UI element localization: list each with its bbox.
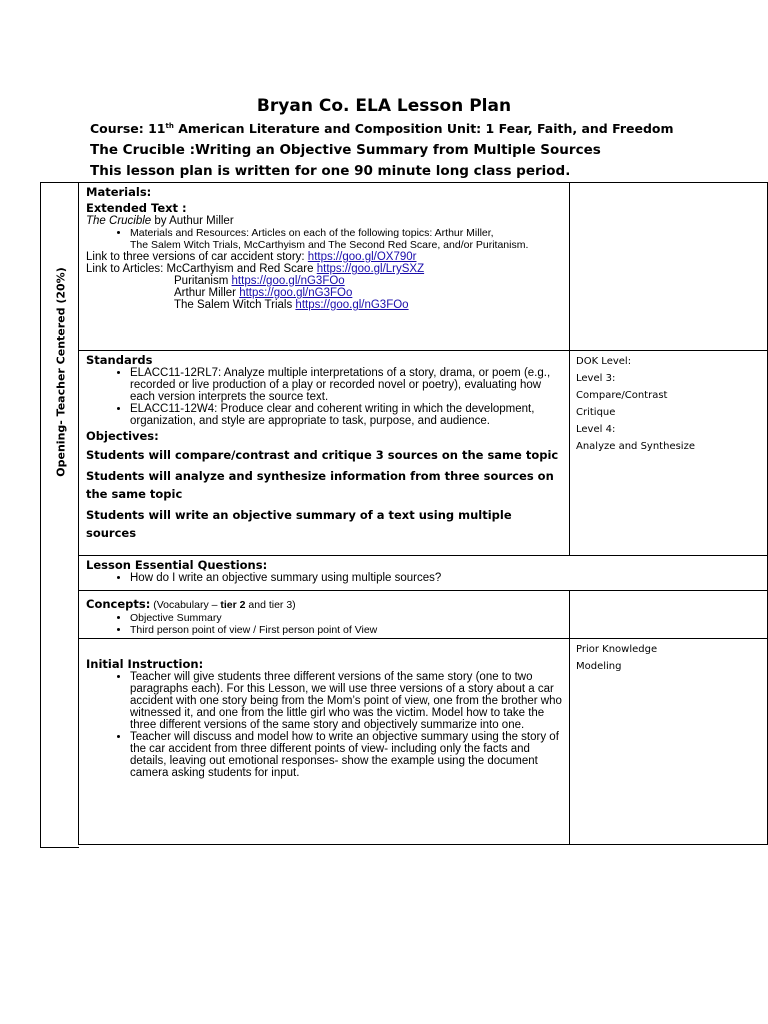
essential-list [86,572,761,584]
concepts-cell [79,591,570,639]
materials-row [79,183,768,351]
instruction-heading: Initial Instruction: [86,657,204,671]
salem-line [86,299,563,311]
miller-link[interactable]: https://goo.gl/nG3FOo [239,287,353,299]
objective-item: Students will analyze and synthesize information from three sources on the same topic [86,469,554,501]
standards-heading: Standards [86,353,153,367]
lesson-subtitle: The Crucible :Writing an Objective Summary from Multiple Sources [90,142,601,158]
objective-item: Students will write an objective summary of a text using multiple sources [86,508,512,540]
concepts-line [86,593,563,612]
articles-link-label: Link to Articles: McCarthyism and Red Scare [86,263,317,275]
articles-link-line [86,263,563,275]
standard-item: • ELACC11-12RL7: Analyze multiple interpretations of a story, drama, or poem (e.g., recorded or live production of a play or recorded novel or poetry), evaluating how each version interprets the source text. [130,367,563,403]
concept-item: • Third person point of view / First person point of View [130,624,563,636]
dok-line: Analyze and Synthesize [576,441,695,452]
standards-row [79,351,768,556]
concepts-list [86,612,563,636]
dok-line: Level 3: [576,373,616,384]
materials-notes-cell [570,183,768,351]
concepts-heading: Concepts: [86,597,151,611]
instruction-note: Modeling [576,661,622,672]
essential-heading: Lesson Essential Questions: [86,558,268,572]
vocab-b: tier 2 [220,599,246,611]
list-item [130,227,563,251]
objective-item: Students will compare/contrast and critique 3 sources on the same topic [86,448,559,462]
accident-link-line [86,251,563,263]
instruction-row [79,639,768,845]
essential-cell [79,556,768,591]
dok-line: Level 4: [576,424,616,435]
accident-link-label: Link to three versions of car accident story: [86,251,308,263]
mccarthyism-link[interactable]: https://goo.gl/LrySXZ [316,263,425,275]
instruction-cell [79,639,570,845]
puritanism-label: Puritanism [174,275,232,287]
dok-line: Compare/Contrast [576,390,668,401]
dok-line: Critique [576,407,616,418]
instruction-list [86,671,563,779]
lesson-plan-table [78,182,768,845]
concept-item: • Objective Summary [130,612,563,624]
standards-list [86,367,563,427]
miller-label: Arthur Miller [174,287,240,299]
accident-link[interactable]: https://goo.gl/OX790r [307,251,417,263]
instruction-note: Prior Knowledge [576,644,658,655]
extended-text-line [86,215,563,227]
dok-line: DOK Level: [576,356,632,367]
course-label: Course: 11 [90,121,166,136]
standards-cell [79,351,570,556]
objectives-heading: Objectives: [86,429,159,443]
salem-label: The Salem Witch Trials [174,299,296,311]
essential-question: • How do I write an objective summary using multiple sources? [130,572,761,584]
concepts-row [79,591,768,639]
instruction-item: • Teacher will discuss and model how to write an objective summary using the story of the car accident from three different points of view- including only the facts and details, leaving out emotional responses- show the example using the document camera asking students for input. [130,731,563,779]
miller-line [86,287,563,299]
page-title: Bryan Co. ELA Lesson Plan [256,96,512,116]
course-line [90,121,768,136]
vocab-a: (Vocabulary – [150,599,221,611]
standard-item: • ELACC11-12W4: Produce clear and coherent writing in which the development, organization, and style are appropriate to task, purpose, and audience. [130,403,563,427]
extended-text-heading: Extended Text : [86,201,187,215]
instruction-item: • Teacher will give students three different versions of the same story (one to two paragraphs each). For this Lesson, we will use three versions of a story about a car accident with one story being from the Mom’s point of view, one from the brother who witnessed it, and one from the little girl who was the victim. Model how to take the three different versions of the same story and objectively summarize into one. [130,671,563,731]
materials-cell [79,183,570,351]
materials-bullet-line2: The Salem Witch Trials, McCarthyism and The Second Red Scare, and/or Puritanism. [130,239,529,251]
materials-bullet-line1: Materials and Resources: Articles on each of the following topics: Arthur Miller, [130,227,494,239]
side-label: Opening- Teacher Centered (20%) [54,267,68,477]
vocab-c: and tier 3) [245,599,296,611]
puritanism-link[interactable]: https://goo.gl/nG3FOo [231,275,345,287]
instruction-notes-cell [570,639,768,845]
book-title: The Crucible [86,215,152,227]
course-superscript: th [165,121,174,130]
course-rest: American Literature and Composition Unit: 1 Fear, Faith, and Freedom [173,121,674,136]
concepts-notes-cell [570,591,768,639]
period-note: This lesson plan is written for one 90 minute long class period. [90,163,571,179]
essential-row [79,556,768,591]
materials-heading: Materials: [86,185,152,199]
salem-link[interactable]: https://goo.gl/nG3FOo [295,299,409,311]
book-author: by Authur Miller [151,215,234,227]
puritanism-line [86,275,563,287]
materials-list [86,227,563,251]
dok-cell [570,351,768,556]
